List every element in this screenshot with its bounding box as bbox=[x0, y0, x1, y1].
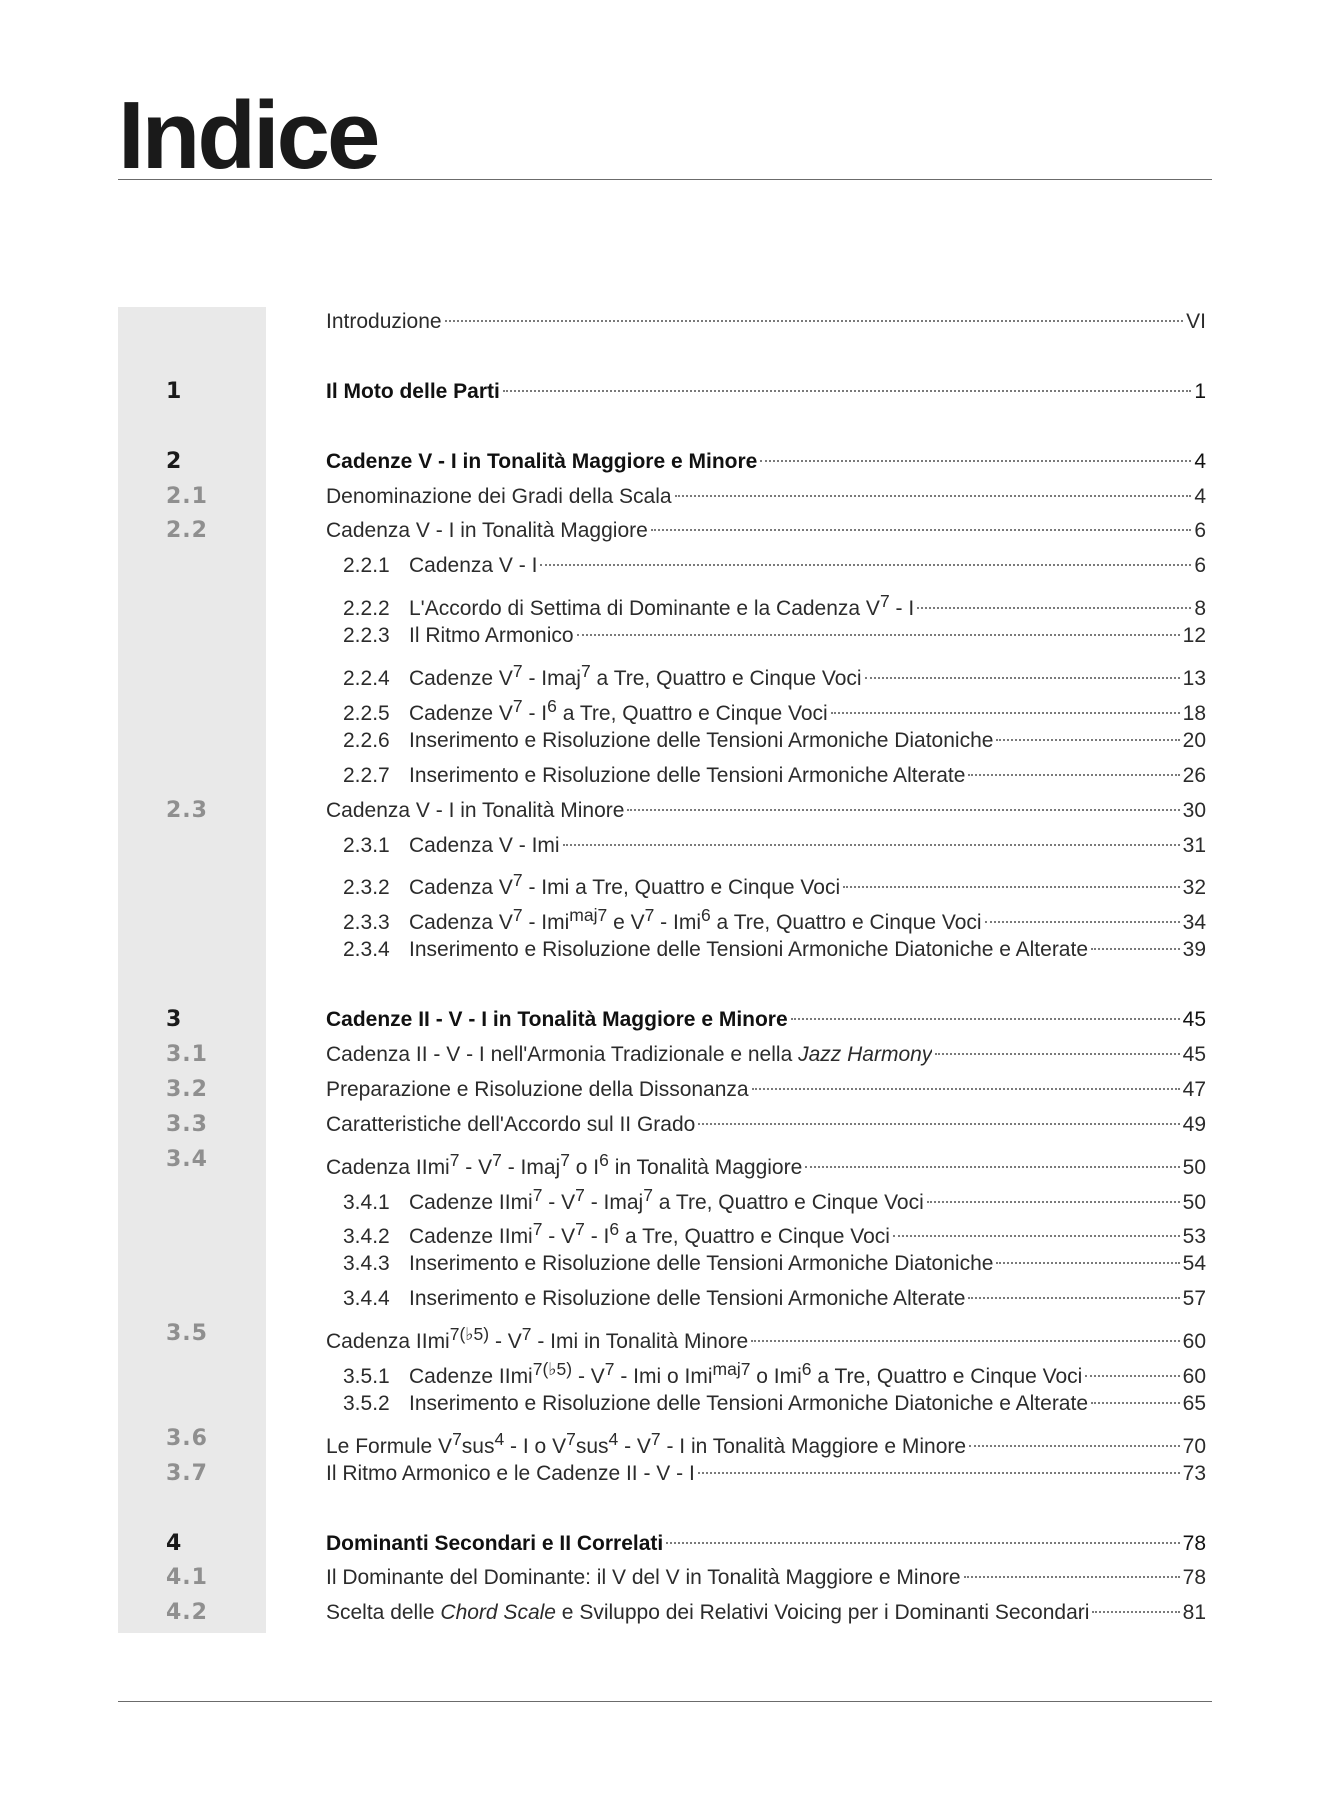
dot-leader bbox=[751, 1340, 1179, 1342]
toc-entry-title: Inserimento e Risoluzione delle Tensioni Armoniche Alterate bbox=[409, 1287, 966, 1311]
page-number: 6 bbox=[1194, 519, 1206, 543]
toc-entry[interactable] bbox=[0, 1143, 1329, 1177]
toc-entry-line bbox=[326, 514, 1206, 548]
dot-leader bbox=[969, 1445, 1180, 1447]
toc-entry-line bbox=[326, 1561, 1206, 1595]
toc-entry-title: Cadenze $V^7 - I^6$ a Tre, Quattro e Cinque Voci bbox=[409, 695, 828, 725]
toc-entry-line bbox=[343, 1212, 1206, 1249]
toc-entry-title: Cadenze V - I in Tonalità Maggiore e Minore bbox=[326, 449, 758, 473]
toc-entry[interactable] bbox=[0, 375, 1329, 409]
subsection-number: 2.3.1 bbox=[343, 833, 390, 857]
subsection-number: 2.3.3 bbox=[343, 911, 390, 935]
page-number: 81 bbox=[1182, 1601, 1206, 1625]
toc-entry-title: Dominanti Secondari e II Correlati bbox=[326, 1531, 664, 1555]
page-number: 4 bbox=[1194, 449, 1206, 473]
page-number: 78 bbox=[1182, 1531, 1206, 1555]
toc-entry-line bbox=[326, 375, 1206, 409]
toc-entry[interactable] bbox=[0, 1527, 1329, 1561]
dot-leader bbox=[1092, 1611, 1179, 1613]
toc-entry-title: Il Ritmo Armonico e le Cadenze II - V - I bbox=[326, 1461, 695, 1485]
subsection-number: 2.2.2 bbox=[343, 597, 390, 621]
dot-leader bbox=[1091, 948, 1180, 950]
page-number: 53 bbox=[1182, 1225, 1206, 1249]
toc-entry[interactable] bbox=[0, 1387, 1329, 1421]
dot-leader bbox=[627, 809, 1179, 811]
dot-leader bbox=[968, 774, 1179, 776]
toc-entry-title: Cadenze IImi$^{7(♭5)}$ - $V^7$ - Imi o Imi$^{maj7}$ o Imi$^6$ a Tre, Quattro e Cinque Voci bbox=[409, 1359, 1083, 1388]
toc-entry-line bbox=[326, 445, 1206, 479]
dot-leader bbox=[1085, 1375, 1179, 1377]
toc-entry-title: Cadenza V - I in Tonalità Maggiore bbox=[326, 519, 648, 543]
toc-entry[interactable] bbox=[0, 1108, 1329, 1142]
section-number: 3.1 bbox=[166, 1041, 208, 1067]
toc-entry-line bbox=[326, 480, 1206, 514]
toc-entry-title: Cadenza V - I in Tonalità Minore bbox=[326, 798, 625, 822]
page-number: 45 bbox=[1182, 1008, 1206, 1031]
section-number: 4.1 bbox=[166, 1565, 208, 1591]
toc-entry[interactable] bbox=[0, 1352, 1329, 1386]
toc-entry-line bbox=[326, 1422, 1206, 1456]
toc-entry-line bbox=[343, 584, 1206, 621]
dot-leader bbox=[540, 564, 1191, 566]
dot-leader bbox=[996, 1262, 1179, 1264]
dot-leader bbox=[651, 529, 1192, 531]
page-number: 13 bbox=[1182, 667, 1206, 690]
toc-entry[interactable] bbox=[0, 1178, 1329, 1212]
dot-leader bbox=[927, 1201, 1180, 1203]
subsection-number: 3.5.1 bbox=[343, 1365, 390, 1388]
subsection-number: 2.2.3 bbox=[343, 624, 390, 648]
toc-entry-line bbox=[343, 898, 1206, 935]
dot-leader bbox=[791, 1018, 1180, 1020]
section-number: 3.6 bbox=[166, 1425, 208, 1451]
dot-leader bbox=[917, 607, 1191, 609]
toc-entry[interactable] bbox=[0, 1561, 1329, 1595]
toc-entry[interactable] bbox=[0, 1596, 1329, 1630]
toc-entry[interactable] bbox=[0, 1457, 1329, 1491]
toc-entry[interactable] bbox=[0, 689, 1329, 723]
page-number: 8 bbox=[1194, 597, 1206, 621]
subsection-number: 2.2.1 bbox=[343, 554, 390, 578]
subsection-number: 2.2.5 bbox=[343, 701, 390, 725]
toc-entry-title: Cadenze IImi$^7$ - $V^7$ - Imaj$^7$ a Tre, Quattro e Cinque Voci bbox=[409, 1184, 924, 1214]
chapter-number: 1 bbox=[166, 378, 183, 404]
toc-entry-line bbox=[326, 1143, 1206, 1177]
toc-entry-title: Cadenza V - Imi bbox=[409, 833, 560, 857]
toc-entry-line bbox=[343, 689, 1206, 723]
toc-entry[interactable] bbox=[0, 724, 1329, 758]
chapter-number: 3 bbox=[166, 1007, 183, 1032]
toc-entry-title: Cadenze $V^7$ - Imaj$^7$ a Tre, Quattro e Cinque Voci bbox=[409, 661, 862, 690]
page-number: 20 bbox=[1182, 728, 1206, 752]
toc-entry[interactable] bbox=[0, 549, 1329, 583]
dot-leader bbox=[752, 1088, 1180, 1090]
toc-entry-title: Inserimento e Risoluzione delle Tensioni Armoniche Diatoniche bbox=[409, 1252, 994, 1276]
toc-entry-line bbox=[343, 863, 1206, 900]
chapter-number: 2 bbox=[166, 448, 183, 474]
toc-entry[interactable] bbox=[0, 759, 1329, 793]
section-number: 3.3 bbox=[166, 1111, 208, 1137]
toc-entry-title: Le Formule $V^7sus^4$ - I o $V^7sus^4 - V^7$ - I in Tonalità Maggiore e Minore bbox=[326, 1428, 967, 1458]
page-number: 12 bbox=[1182, 624, 1206, 648]
section-number: 3.2 bbox=[166, 1076, 208, 1102]
toc-entry-line bbox=[343, 619, 1206, 653]
toc-entry[interactable] bbox=[0, 1247, 1329, 1281]
dot-leader bbox=[503, 390, 1191, 392]
subsection-number: 2.2.7 bbox=[343, 763, 390, 787]
toc-entry[interactable] bbox=[0, 584, 1329, 621]
dot-leader bbox=[675, 495, 1192, 497]
toc-entry-line bbox=[343, 1247, 1206, 1281]
dot-leader bbox=[805, 1166, 1179, 1168]
toc-entry[interactable] bbox=[0, 794, 1329, 828]
subsection-number: 2.3.4 bbox=[343, 938, 390, 962]
page-number: 78 bbox=[1182, 1566, 1206, 1590]
toc-entry-line bbox=[326, 1003, 1206, 1037]
toc-entry-line bbox=[343, 759, 1206, 793]
page-number: 34 bbox=[1182, 911, 1206, 935]
dot-leader bbox=[865, 677, 1180, 679]
toc-entry[interactable] bbox=[0, 445, 1329, 479]
toc-entry-title: Cadenze IImi$^7$ - $V^7 - I^6$ a Tre, Quattro e Cinque Voci bbox=[409, 1219, 890, 1249]
dot-leader bbox=[831, 712, 1180, 714]
toc-entry-line bbox=[343, 654, 1206, 688]
page-number: 31 bbox=[1182, 833, 1206, 857]
dot-leader bbox=[1091, 1402, 1180, 1404]
toc-entry-title: Inserimento e Risoluzione delle Tensioni Armoniche Diatoniche bbox=[409, 728, 994, 752]
toc-entry-title: Scelta delle Chord Scale e Sviluppo dei Relativi Voicing per i Dominanti Secondari bbox=[326, 1601, 1090, 1625]
toc-entry-title: Inserimento e Risoluzione delle Tensioni Armoniche Diatoniche e Alterate bbox=[409, 1391, 1089, 1415]
dot-leader bbox=[893, 1235, 1180, 1237]
toc-entry-title: Cadenza V - I bbox=[409, 554, 538, 578]
toc-entry[interactable] bbox=[0, 1282, 1329, 1316]
section-number: 4.2 bbox=[166, 1600, 208, 1626]
toc-entry[interactable] bbox=[0, 933, 1329, 967]
page-number: 49 bbox=[1182, 1112, 1206, 1136]
toc-entry-line bbox=[326, 1038, 1206, 1072]
dot-leader bbox=[760, 460, 1191, 462]
toc-entry[interactable] bbox=[0, 619, 1329, 653]
toc-entry-line bbox=[343, 1387, 1206, 1421]
toc-entry[interactable] bbox=[0, 863, 1329, 900]
toc-entry-line bbox=[326, 1596, 1206, 1630]
toc-entry-line bbox=[343, 1352, 1206, 1386]
toc-entry[interactable] bbox=[0, 514, 1329, 548]
toc-entry-title: Il Moto delle Parti bbox=[326, 379, 500, 403]
toc-entry-line bbox=[343, 1178, 1206, 1212]
toc-entry-title: L'Accordo di Settima di Dominante e la Cadenza $V^7$ - I bbox=[409, 591, 915, 621]
toc-entry[interactable] bbox=[0, 829, 1329, 863]
subsection-number: 2.2.6 bbox=[343, 728, 390, 752]
toc-entry-title: Il Dominante del Dominante: il V del V in Tonalità Maggiore e Minore bbox=[326, 1566, 961, 1590]
toc-entry[interactable] bbox=[0, 1073, 1329, 1107]
toc-entry-title: Cadenza II - V - I nell'Armonia Tradizionale e nella Jazz Harmony bbox=[326, 1042, 933, 1066]
page-number: 50 bbox=[1182, 1190, 1206, 1214]
section-number: 3.5 bbox=[166, 1321, 208, 1347]
toc-entry-title: Inserimento e Risoluzione delle Tensioni Armoniche Alterate bbox=[409, 763, 966, 787]
page-number: VI bbox=[1186, 310, 1206, 333]
toc-entry-title: Inserimento e Risoluzione delle Tensioni Armoniche Diatoniche e Alterate bbox=[409, 938, 1089, 962]
toc-entry-line bbox=[326, 794, 1206, 828]
dot-leader bbox=[968, 1297, 1179, 1299]
page-number: 45 bbox=[1182, 1042, 1206, 1066]
dot-leader bbox=[935, 1053, 1179, 1055]
toc-entry-line bbox=[326, 1527, 1206, 1561]
toc-entry[interactable] bbox=[0, 480, 1329, 514]
page-number: 47 bbox=[1182, 1077, 1206, 1101]
page-number: 57 bbox=[1182, 1287, 1206, 1311]
toc-entry-line bbox=[343, 1282, 1206, 1316]
page-number: 70 bbox=[1182, 1434, 1206, 1458]
dot-leader bbox=[445, 320, 1184, 322]
dot-leader bbox=[577, 634, 1180, 636]
page-number: 30 bbox=[1182, 798, 1206, 822]
section-number: 2.2 bbox=[166, 518, 208, 544]
page-number: 4 bbox=[1194, 484, 1206, 508]
dot-leader bbox=[666, 1542, 1179, 1544]
page-number: 50 bbox=[1182, 1155, 1206, 1179]
subsection-number: 3.4.1 bbox=[343, 1190, 390, 1214]
toc-entry-title: Preparazione e Risoluzione della Dissonanza bbox=[326, 1077, 749, 1101]
toc-entry[interactable] bbox=[0, 654, 1329, 688]
dot-leader bbox=[985, 921, 1180, 923]
toc-entry-line bbox=[343, 549, 1206, 583]
toc-entry-title: Caratteristiche dell'Accordo sul II Grado bbox=[326, 1112, 696, 1136]
toc-entry[interactable] bbox=[0, 1038, 1329, 1072]
page-number: 1 bbox=[1194, 379, 1206, 403]
chapter-number: 4 bbox=[166, 1530, 183, 1556]
dot-leader bbox=[996, 739, 1179, 741]
toc-entry-title: Cadenza IImi$^7$ - $V^7$ - Imaj$^7$ o $I^6$ in Tonalità Maggiore bbox=[326, 1149, 803, 1179]
dot-leader bbox=[964, 1576, 1180, 1578]
toc-entry[interactable] bbox=[0, 1422, 1329, 1456]
section-number: 3.7 bbox=[166, 1460, 208, 1486]
toc-entry-title: Cadenze II - V - I in Tonalità Maggiore e Minore bbox=[326, 1008, 788, 1031]
toc-entry-line bbox=[326, 1108, 1206, 1142]
toc-entry-title: Introduzione bbox=[326, 310, 442, 333]
page-number: 6 bbox=[1194, 554, 1206, 578]
toc-entry-line bbox=[343, 724, 1206, 758]
section-number: 2.3 bbox=[166, 797, 208, 823]
toc-entry[interactable] bbox=[0, 305, 1329, 339]
page-number: 39 bbox=[1182, 938, 1206, 962]
section-number: 3.4 bbox=[166, 1146, 208, 1172]
page-title: Indice bbox=[118, 82, 378, 189]
page-number: 18 bbox=[1182, 701, 1206, 725]
toc-entry-title: Cadenza $V^7 - Imi^{maj7}$ e $V^7 - Imi^6$ a Tre, Quattro e Cinque Voci bbox=[409, 905, 982, 935]
dot-leader bbox=[698, 1123, 1179, 1125]
toc-entry-title: Cadenza $V^7$ - Imi a Tre, Quattro e Cinque Voci bbox=[409, 870, 841, 900]
toc-entry-title: Cadenza IImi$^{7(♭5)}$ - $V^7$ - Imi in Tonalità Minore bbox=[326, 1324, 749, 1354]
page-number: 60 bbox=[1182, 1330, 1206, 1354]
toc-entry-line bbox=[343, 933, 1206, 967]
section-number: 2.1 bbox=[166, 483, 208, 509]
dot-leader bbox=[563, 844, 1180, 846]
page-number: 60 bbox=[1182, 1365, 1206, 1388]
toc-entry[interactable] bbox=[0, 1317, 1329, 1354]
toc-entry-title: Denominazione dei Gradi della Scala bbox=[326, 484, 672, 508]
page-number: 32 bbox=[1182, 876, 1206, 900]
dot-leader bbox=[698, 1472, 1180, 1474]
toc-entry[interactable] bbox=[0, 898, 1329, 935]
toc-entry[interactable] bbox=[0, 1212, 1329, 1249]
page-number: 65 bbox=[1182, 1391, 1206, 1415]
page-number: 26 bbox=[1182, 763, 1206, 787]
subsection-number: 3.4.2 bbox=[343, 1225, 390, 1249]
toc-entry-line bbox=[326, 1073, 1206, 1107]
subsection-number: 3.4.4 bbox=[343, 1287, 390, 1311]
subsection-number: 3.4.3 bbox=[343, 1252, 390, 1276]
toc-entry-title: Il Ritmo Armonico bbox=[409, 624, 574, 648]
dot-leader bbox=[843, 886, 1180, 888]
toc-entry-line bbox=[326, 305, 1206, 339]
page-number: 54 bbox=[1182, 1252, 1206, 1276]
toc-entry-line bbox=[343, 829, 1206, 863]
subsection-number: 3.5.2 bbox=[343, 1391, 390, 1415]
toc-entry-line bbox=[326, 1457, 1206, 1491]
subsection-number: 2.3.2 bbox=[343, 876, 390, 900]
toc-entry[interactable] bbox=[0, 1003, 1329, 1037]
page-number: 73 bbox=[1182, 1461, 1206, 1485]
toc-entry-line bbox=[326, 1317, 1206, 1354]
footer-divider bbox=[118, 1701, 1212, 1702]
subsection-number: 2.2.4 bbox=[343, 667, 390, 690]
